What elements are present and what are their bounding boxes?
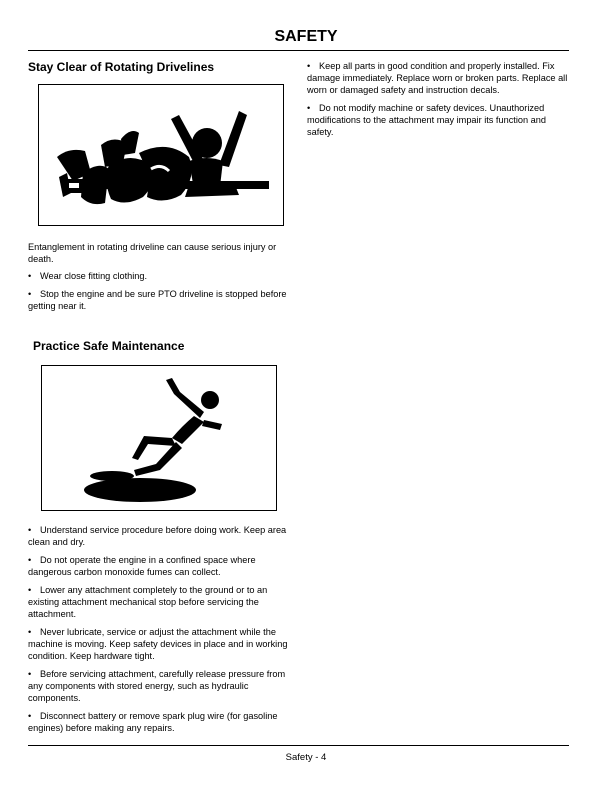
drivelines-intro: Entanglement in rotating driveline can cause serious injury or death. xyxy=(28,242,277,264)
maintenance-section-heading-wrap xyxy=(33,339,295,353)
driveline-entanglement-figure xyxy=(38,84,284,226)
list-item: • Understand service procedure before doing work. Keep area clean and dry. xyxy=(28,525,287,547)
driveline-entanglement-icon xyxy=(39,85,283,225)
list-item: • Do not modify machine or safety devices. Unauthorized modifications to the attachment may impair its function and safety. xyxy=(307,103,546,137)
list-item: • Never lubricate, service or adjust the attachment while the machine is moving. Keep safety devices in place and in working condition. Keep hardware tight. xyxy=(28,627,288,661)
list-item: • Do not operate the engine in a confined space where dangerous carbon monoxide fumes can collect. xyxy=(28,555,256,577)
list-item: • Keep all parts in good condition and properly installed. Fix damage immediately. Replace worn or broken parts. Replace all worn or damaged safety and instruction decals. xyxy=(307,61,568,95)
drivelines-section-heading-wrap xyxy=(28,60,290,74)
maintenance-section-title: Practice Safe Maintenance xyxy=(33,339,185,353)
page-footer: Safety - 4 xyxy=(285,752,327,763)
maintenance-body xyxy=(28,524,290,740)
list-item: • Lower any attachment completely to the ground or to an existing attachment mechanical stop before servicing the attachment. xyxy=(28,585,268,619)
page-title: SAFETY xyxy=(274,28,338,45)
list-item: • Wear close fitting clothing. xyxy=(28,271,148,281)
list-item: • Disconnect battery or remove spark plug wire (for gasoline engines) before making any repairs. xyxy=(28,711,278,733)
slip-fall-figure xyxy=(41,365,277,511)
right-column-body xyxy=(307,60,569,144)
drivelines-body xyxy=(28,241,290,318)
footer-rule xyxy=(28,745,569,746)
list-item: • Before servicing attachment, carefully release pressure from any components with stored energy, such as hydraulic components. xyxy=(28,669,286,703)
slip-fall-icon xyxy=(42,366,276,510)
drivelines-section-title: Stay Clear of Rotating Drivelines xyxy=(28,60,215,74)
header-rule xyxy=(28,50,569,51)
list-item: • Stop the engine and be sure PTO driveline is stopped before getting near it. xyxy=(28,289,287,311)
